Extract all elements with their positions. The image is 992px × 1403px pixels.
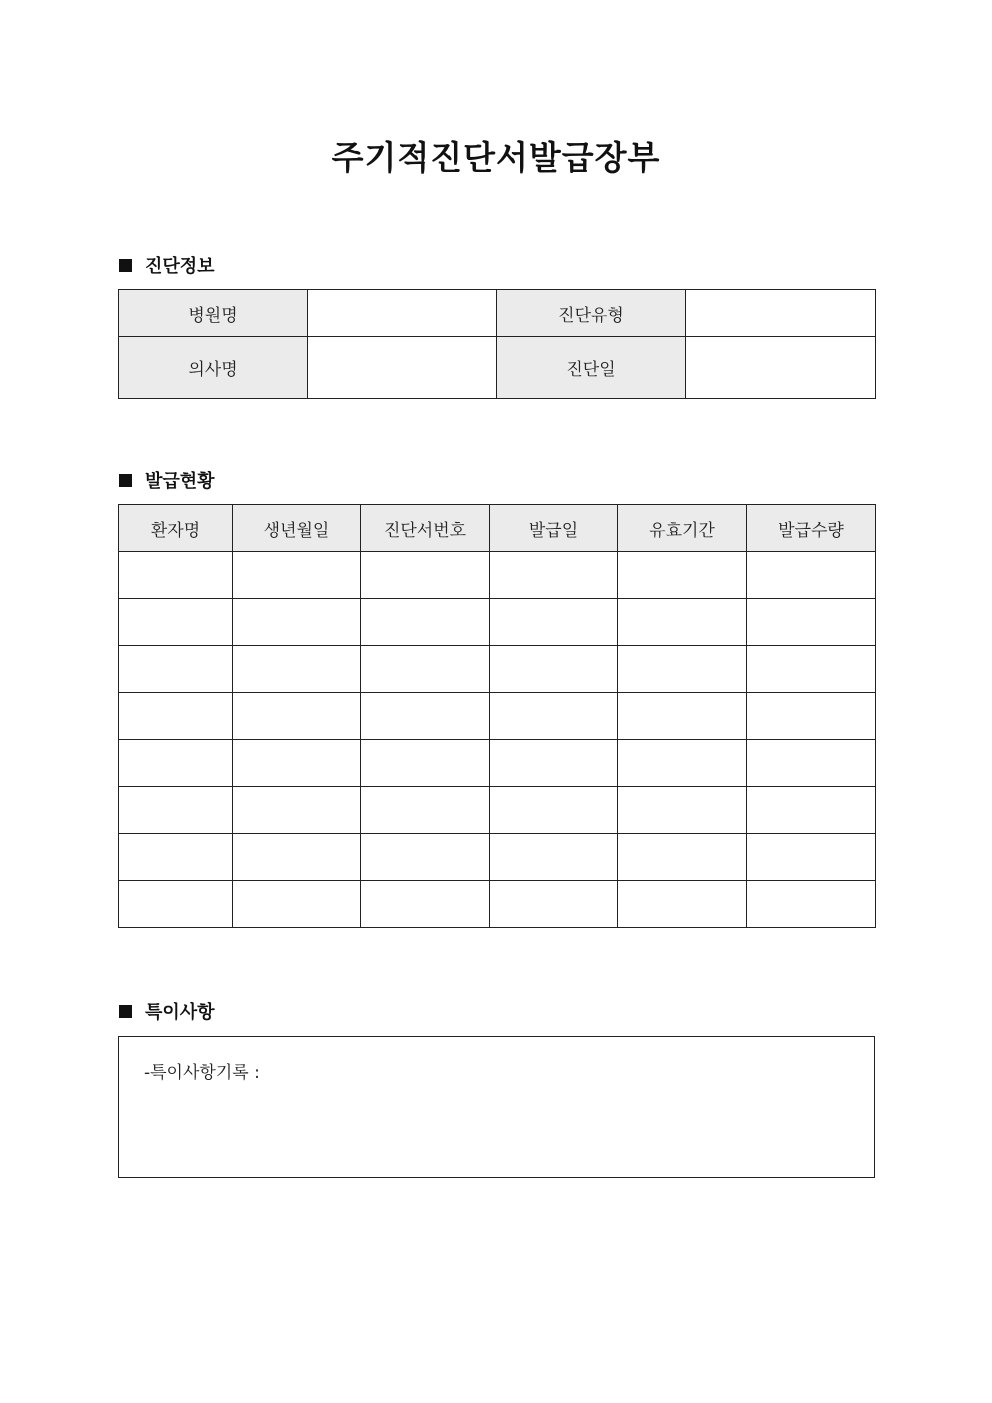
table-cell[interactable]: [490, 834, 618, 881]
table-cell[interactable]: [618, 646, 747, 693]
table-row: [119, 787, 876, 834]
table-cell[interactable]: [233, 646, 361, 693]
column-header-birthdate: 생년월일: [233, 505, 361, 552]
table-cell[interactable]: [119, 646, 233, 693]
doctor-label: 의사명: [119, 337, 308, 399]
remarks-heading: [119, 999, 215, 1023]
table-cell[interactable]: [747, 552, 876, 599]
remarks-text: -특이사항기록 :: [144, 1063, 260, 1083]
table-cell[interactable]: [747, 693, 876, 740]
table-cell[interactable]: [361, 552, 490, 599]
document-title: 주기적진단서발급장부: [331, 138, 661, 177]
column-header-validity-period: 유효기간: [618, 505, 747, 552]
remarks-box[interactable]: [118, 1036, 875, 1178]
table-cell[interactable]: [618, 740, 747, 787]
table-cell[interactable]: [618, 881, 747, 928]
table-cell[interactable]: [361, 646, 490, 693]
table-cell[interactable]: [747, 881, 876, 928]
table-cell[interactable]: [618, 787, 747, 834]
table-cell[interactable]: [361, 834, 490, 881]
diagnosis-type-label: 진단유형: [497, 290, 686, 337]
table-cell[interactable]: [119, 834, 233, 881]
table-cell[interactable]: [747, 787, 876, 834]
table-cell[interactable]: [618, 834, 747, 881]
table-header-row: [119, 505, 876, 552]
table-cell[interactable]: [233, 552, 361, 599]
table-row: [119, 740, 876, 787]
table-cell[interactable]: [119, 881, 233, 928]
table-row: [119, 337, 876, 399]
table-cell[interactable]: [233, 599, 361, 646]
doctor-value-cell[interactable]: [308, 337, 497, 399]
table-cell[interactable]: [119, 693, 233, 740]
square-bullet-icon: [119, 259, 132, 272]
table-cell[interactable]: [618, 693, 747, 740]
table-cell[interactable]: [233, 881, 361, 928]
table-cell[interactable]: [490, 646, 618, 693]
table-row: [119, 552, 876, 599]
table-row: [119, 834, 876, 881]
square-bullet-icon: [119, 1005, 132, 1018]
remarks-heading-label: 특이사항: [145, 1002, 215, 1023]
table-cell[interactable]: [747, 740, 876, 787]
table-cell[interactable]: [747, 599, 876, 646]
table-row: [119, 599, 876, 646]
issuance-status-table: [118, 504, 876, 928]
table-cell[interactable]: [490, 599, 618, 646]
table-cell[interactable]: [490, 552, 618, 599]
table-cell[interactable]: [361, 599, 490, 646]
table-cell[interactable]: [361, 740, 490, 787]
table-cell[interactable]: [119, 599, 233, 646]
table-row: [119, 646, 876, 693]
issuance-status-heading: [119, 468, 215, 492]
column-header-issue-quantity: 발급수량: [747, 505, 876, 552]
table-cell[interactable]: [361, 693, 490, 740]
table-cell[interactable]: [747, 834, 876, 881]
table-cell[interactable]: [361, 881, 490, 928]
table-cell[interactable]: [361, 787, 490, 834]
table-row: [119, 290, 876, 337]
column-header-patient-name: 환자명: [119, 505, 233, 552]
diagnosis-info-table: [118, 289, 876, 399]
table-cell[interactable]: [119, 740, 233, 787]
table-cell[interactable]: [119, 787, 233, 834]
hospital-label: 병원명: [119, 290, 308, 337]
table-cell[interactable]: [233, 787, 361, 834]
table-row: [119, 693, 876, 740]
column-header-issue-date: 발급일: [490, 505, 618, 552]
table-cell[interactable]: [618, 552, 747, 599]
table-row: [119, 881, 876, 928]
hospital-value-cell[interactable]: [308, 290, 497, 337]
table-cell[interactable]: [490, 693, 618, 740]
table-cell[interactable]: [490, 787, 618, 834]
diagnosis-date-value-cell[interactable]: [686, 337, 876, 399]
square-bullet-icon: [119, 474, 132, 487]
diagnosis-info-heading: [119, 253, 215, 277]
diagnosis-type-value-cell[interactable]: [686, 290, 876, 337]
table-cell[interactable]: [119, 552, 233, 599]
table-cell[interactable]: [747, 646, 876, 693]
diagnosis-info-heading-label: 진단정보: [145, 256, 215, 277]
table-cell[interactable]: [233, 740, 361, 787]
table-cell[interactable]: [490, 881, 618, 928]
table-cell[interactable]: [233, 834, 361, 881]
issuance-status-heading-label: 발급현황: [145, 471, 215, 492]
diagnosis-date-label: 진단일: [497, 337, 686, 399]
table-cell[interactable]: [490, 740, 618, 787]
table-cell[interactable]: [618, 599, 747, 646]
column-header-certificate-number: 진단서번호: [361, 505, 490, 552]
table-cell[interactable]: [233, 693, 361, 740]
